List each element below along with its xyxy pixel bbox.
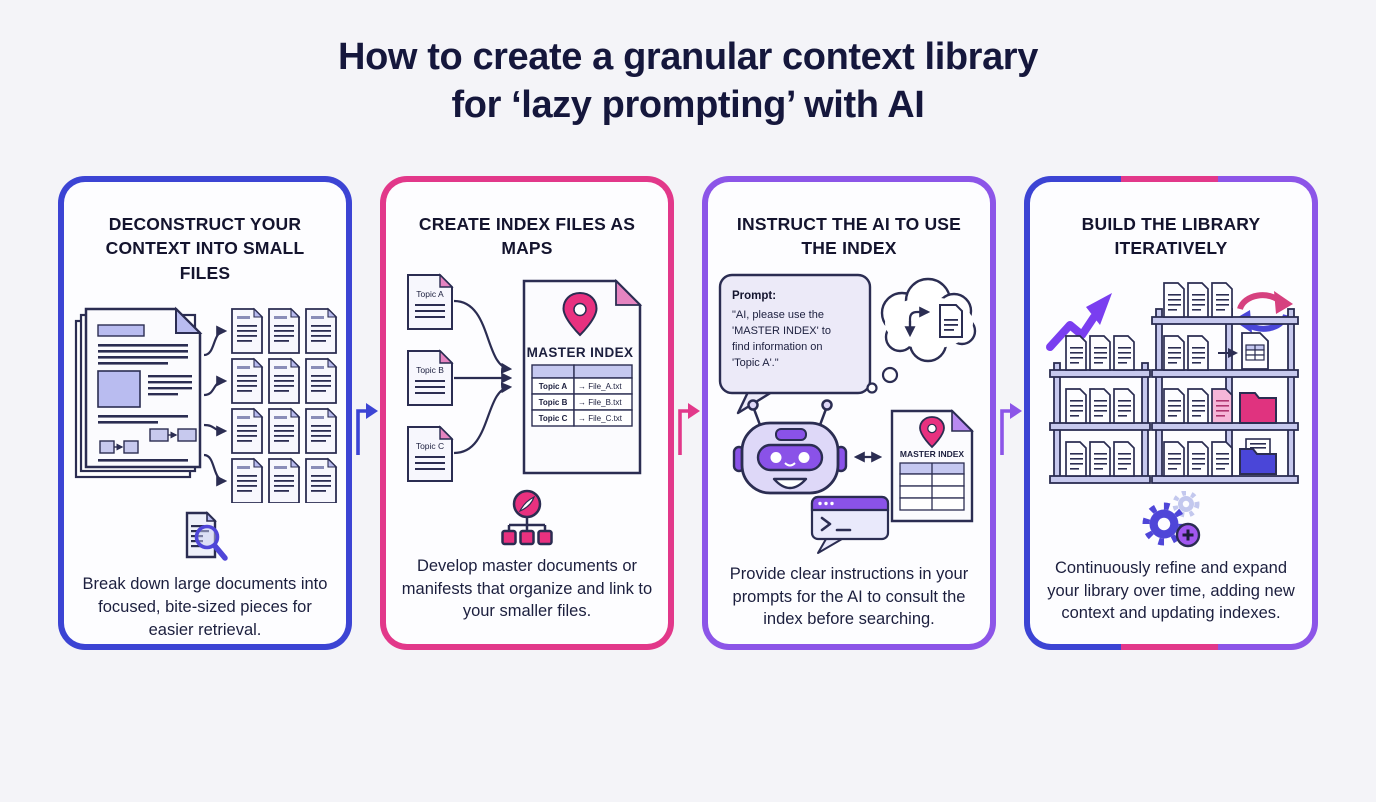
arrow-step3-step4 xyxy=(996,176,1024,650)
compass-sitemap-icon xyxy=(496,489,558,547)
topic-file-a xyxy=(408,275,452,329)
page-title xyxy=(0,34,1376,130)
step-4-heading: BUILD THE LIBRARY ITERATIVELY xyxy=(1081,213,1261,259)
folded-corner xyxy=(176,309,200,333)
master-index-document xyxy=(524,281,640,473)
table-row-3-topic: Topic C xyxy=(538,413,568,423)
step-card-4 xyxy=(1024,176,1318,650)
step-3-heading: INSTRUCT THE AI TO USE THE INDEX xyxy=(736,213,962,259)
doc-title-bar xyxy=(98,325,144,336)
refresh-arrows-icon xyxy=(1233,291,1293,333)
title-line-2: for ‘lazy prompting’ with AI xyxy=(451,83,925,126)
topic-file-b xyxy=(408,351,452,405)
master-index-title-small: MASTER INDEX xyxy=(899,448,965,459)
table-row-1-topic: Topic A xyxy=(538,381,568,391)
step-3-description: Provide clear instructions in your prompts for the AI to consult the index before searching. xyxy=(729,564,969,629)
thought-cloud xyxy=(868,279,976,393)
topic-file-c-label: Topic C xyxy=(415,440,445,451)
prompt-line-1: "AI, please use the xyxy=(732,308,824,321)
pink-folder-icon xyxy=(1240,393,1276,423)
table-row-1-file: → File_A.txt xyxy=(578,381,622,391)
step-3-illustration-ai-prompt xyxy=(714,271,984,555)
link-arrows xyxy=(454,301,510,453)
step-1-heading: DECONSTRUCT YOUR CONTEXT INTO SMALL FILES xyxy=(105,213,305,283)
topic-file-c xyxy=(408,427,452,481)
step-1-illustration-large-doc-split xyxy=(70,295,340,503)
topic-file-b-label: Topic B xyxy=(416,364,444,375)
doc-image-block xyxy=(98,371,140,407)
blue-folder-icon xyxy=(1240,439,1276,474)
step-2-illustration-master-index xyxy=(392,271,662,483)
index-grid xyxy=(900,463,964,510)
highlighted-pink-document xyxy=(1212,389,1232,423)
table-row-2-file: → File_B.txt xyxy=(578,397,622,407)
table-row-2-topic: Topic B xyxy=(538,397,568,407)
arrow-step1-step2 xyxy=(352,176,380,650)
step-card-3 xyxy=(702,176,996,650)
steps-row xyxy=(0,176,1376,650)
terminal-prompt-icon xyxy=(812,497,888,553)
prompt-label: Prompt: xyxy=(732,289,777,302)
robot-icon xyxy=(734,400,846,493)
arrow-step2-step3 xyxy=(674,176,702,650)
infographic xyxy=(0,34,1376,650)
title-line-1: How to create a granular context library xyxy=(338,36,1038,78)
prompt-line-3: find information on xyxy=(732,340,823,353)
step-2-description: Develop master documents or manifests that organize and link to your smaller files. xyxy=(401,556,653,621)
split-arrows xyxy=(204,331,225,481)
shelf-index-file xyxy=(1242,333,1268,369)
prompt-line-2: 'MASTER INDEX' to xyxy=(732,324,831,337)
step-2-heading: CREATE INDEX FILES AS MAPS xyxy=(418,213,636,259)
small-files-grid xyxy=(232,309,336,503)
step-4-description: Continuously refine and expand your library over time, adding new context and updating indexes. xyxy=(1047,558,1295,623)
table-row-3-file: → File_C.txt xyxy=(578,413,623,423)
master-index-title: MASTER INDEX xyxy=(526,344,634,360)
document-magnifier-icon xyxy=(177,509,233,565)
gears-plus-icon xyxy=(1139,491,1203,549)
step-1-description: Break down large documents into focused, bite-sized pieces for easier retrieval. xyxy=(82,575,328,639)
step-card-1 xyxy=(58,176,352,650)
prompt-line-4: 'Topic A'." xyxy=(732,356,779,369)
master-index-document-small xyxy=(892,411,972,521)
index-table xyxy=(532,365,632,426)
topic-file-a-label: Topic A xyxy=(416,288,444,299)
step-4-illustration-library-shelves xyxy=(1036,271,1306,485)
thought-document xyxy=(940,305,962,337)
prompt-speech-bubble xyxy=(720,275,870,413)
step-card-2 xyxy=(380,176,674,650)
